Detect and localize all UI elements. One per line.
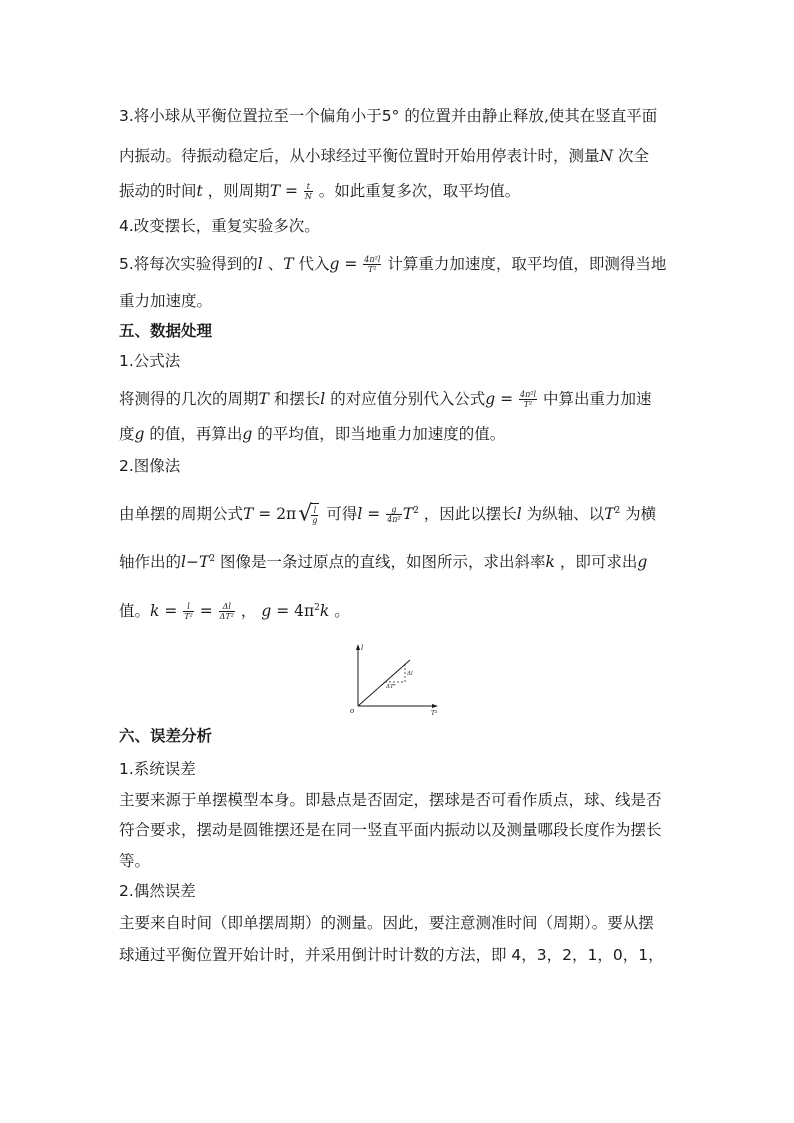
body-text: 中算出重力加速 [538,390,652,408]
body-text: 主要来源于单摆模型本身。即悬点是否固定，摆球是否可看作质点，球、线是否 [119,791,662,809]
body-text: 将测得的几次的周期 [119,390,259,408]
var-g: g [134,425,145,443]
body-text: 。 [329,602,350,621]
fraction-numerator: l [183,602,194,612]
fraction-denominator: T² [184,612,193,622]
var-T: T [283,255,294,273]
var-T: T [269,182,281,200]
body-text: 等。 [119,852,151,870]
superscript: 2 [209,554,216,564]
fraction-t-over-N [304,182,313,201]
section6-title [119,725,689,747]
step5-line1 [119,253,689,275]
method2-line3 [119,597,689,622]
fraction-numerator: g [386,505,402,515]
body-text: 轴作出的 [119,553,182,572]
body-text: 的平均值，即当地重力加速度的值。 [252,425,506,443]
equals-sign: = [495,390,518,408]
l-T2-graph [340,640,450,720]
body-text: ， [235,602,262,621]
var-l-T: l−T [181,553,210,572]
var-T: T [258,390,269,408]
fraction-denominator: T² [523,400,533,409]
var-g: g [637,553,648,572]
equals-2pi: = 2π [253,505,297,524]
step5-text: 代入 [293,255,330,273]
sqrt-l-over-g [298,503,319,526]
fraction-numerator: Δl [219,602,235,612]
subheading-text: 2.图像法 [119,457,181,475]
equals-sign: = [159,602,183,621]
subheading-text: 1.系统误差 [119,760,196,778]
step5-line2 [119,290,689,312]
method2-title [119,455,689,477]
equals-sign: = [339,255,363,273]
var-l: l [320,390,326,408]
step5-text: 5.将每次实验得到的 [119,255,258,273]
body-text: 的对应值分别代入公式 [325,390,486,408]
fraction-dl-over-dT2 [219,602,235,621]
var-g: g [242,425,253,443]
step5-text: 计算重力加速度，取平均值，即测得当地 [382,255,667,273]
var-l: l [257,255,263,273]
fraction-denominator: N [304,192,312,201]
error2-line1 [119,912,689,934]
subheading-text: 1.公式法 [119,352,181,370]
body-text: 为横 [620,505,657,524]
method1-line2 [119,423,689,445]
step3-text: ，则周期 [202,182,270,200]
var-k: k [150,602,160,621]
step3-line1 [119,105,689,127]
body-text: 度 [119,425,135,443]
step3-text: 3.将小球从平衡位置拉至一个偏角小于5° 的位置并由静止释放,使其在竖直平面 [119,107,658,125]
equals-sign: = [280,182,303,200]
superscript: 2 [314,603,320,613]
error1-title [119,758,689,780]
body-text: 符合要求，摆动是圆锥摆还是在同一竖直平面内振动以及测量哪段长度作为摆长 [119,821,662,839]
delta-T2-label: ΔT² [386,684,396,690]
step5-text: 重力加速度。 [119,292,213,310]
fraction-g-formula [363,255,381,274]
var-T: T [243,505,254,524]
fraction-denominator: 4π² [387,515,401,525]
section5-title [119,320,689,342]
proportional-line [358,660,410,706]
fraction-l-over-T2 [183,602,194,621]
body-text: 图像是一条过原点的直线，如图所示，求出斜率 [215,553,546,572]
body-text: 球通过平衡位置开始计时，并采用倒计时计数的方法，即 4，3，2，1，0，1， [119,946,664,964]
step3-line3 [119,180,689,202]
origin-label: o [350,707,355,715]
fraction-numerator: 4π²l [519,390,537,399]
step5-text: 、 [262,255,284,273]
var-N: N [599,147,614,165]
subheading-text: 2.偶然误差 [119,882,196,900]
body-text: 主要来自时间（即单摆周期）的测量。因此，要注意测准时间（周期）。要从摆 [119,914,654,932]
var-g: g [329,255,340,273]
var-T: T [402,505,414,524]
body-text: 可得 [321,505,358,524]
fraction-denominator: T² [368,265,377,274]
method1-line1 [119,388,689,410]
y-axis-arrow-icon [356,644,360,650]
step4-line [119,215,689,237]
method1-title [119,350,689,372]
var-g: g [261,602,272,621]
method2-line1 [119,500,689,526]
fraction-g-formula [519,390,537,409]
body-text: 为纵轴、以 [521,505,605,524]
fraction-numerator: t [304,182,313,192]
superscript: 2 [614,506,621,516]
x-axis-label: T² [431,710,438,717]
body-text: ，因此以摆长 [418,505,517,524]
delta-l-label: Δl [407,671,413,677]
fraction-g-over-4pi2 [386,505,402,524]
var-t: t [196,182,203,200]
body-text: 的值，再算出 [144,425,243,443]
fraction-numerator: l [311,506,318,516]
radical-sign-icon: √ [298,501,313,527]
y-axis-label: l [361,644,364,652]
fraction-denominator: g [312,516,318,526]
step3-text: 。如此重复多次，取平均值。 [313,182,521,200]
var-k: k [319,602,330,621]
fraction-l-over-g [311,506,318,525]
var-g: g [485,390,496,408]
equals-sign: = [194,602,218,621]
heading-text: 五、数据处理 [119,322,213,340]
x-axis-arrow-icon [432,704,438,708]
superscript: 2 [413,506,419,516]
equals-sign: = [362,505,386,524]
var-T: T [604,505,615,524]
step3-text: 次全 [613,147,650,165]
var-k: k [545,553,555,572]
error1-line2 [119,819,689,841]
body-text: 值。 [119,602,151,621]
error1-line3 [119,850,689,872]
heading-text: 六、误差分析 [119,727,213,745]
var-l: l [516,505,522,524]
step3-text: 振动的时间 [119,182,197,200]
fraction-denominator: ΔT² [219,612,234,622]
error2-title [119,880,689,902]
error1-line1 [119,789,689,811]
method2-line2 [119,548,689,573]
body-text: 由单摆的周期公式 [119,505,244,524]
step3-text: 内振动。待振动稳定后，从小球经过平衡位置时开始用停表计时，测量 [119,147,600,165]
body-text: ，即可求出 [554,553,638,572]
step4-text: 4.改变摆长，重复实验多次。 [119,217,320,235]
body-text: 和摆长 [268,390,321,408]
var-l: l [357,505,363,524]
step3-line2 [119,145,689,167]
equals-4pi: = 4π [271,602,315,621]
error2-line2 [119,944,689,966]
fraction-numerator: 4π²l [364,255,381,264]
